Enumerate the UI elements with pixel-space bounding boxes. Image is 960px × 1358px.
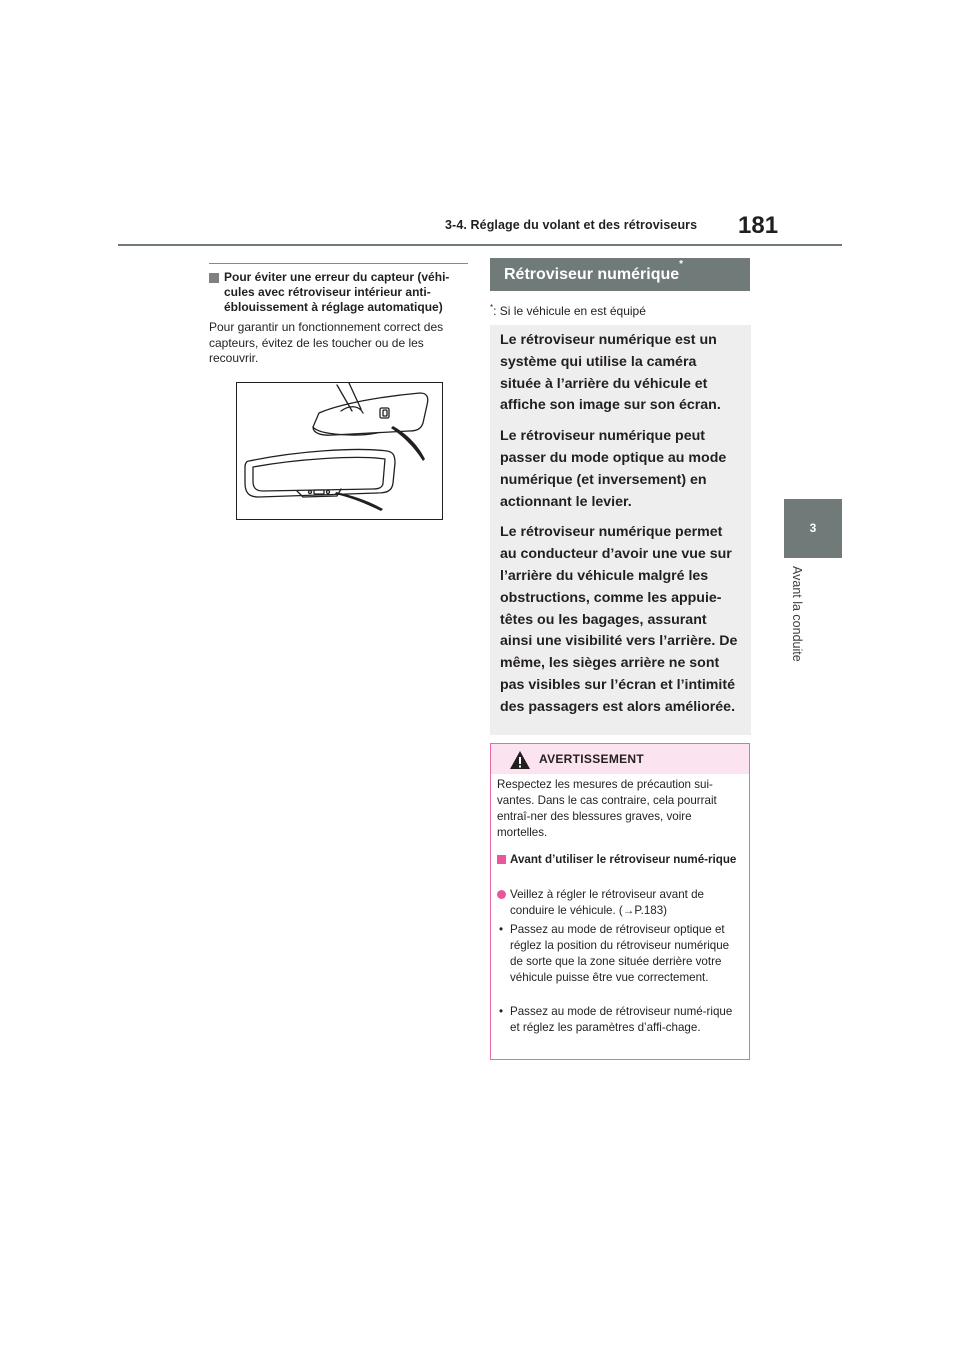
warning-header xyxy=(491,744,749,774)
warning-dot-item xyxy=(497,1004,743,1036)
circle-bullet-icon xyxy=(497,890,506,899)
page-number: 181 xyxy=(738,212,779,239)
warning-subheading-text: Avant d’utiliser le rétroviseur numé-rique xyxy=(510,853,737,866)
arrow-lower xyxy=(335,492,383,511)
section-title: Rétroviseur numérique xyxy=(504,266,680,283)
upper-mirror-body xyxy=(313,393,428,435)
left-heading-rule xyxy=(209,263,468,264)
summary-paragraph: Le rétroviseur numérique peut passer du mode optique au mode numérique (et inversement) en actionnant le levier. xyxy=(500,428,727,510)
warning-title: AVERTISSEMENT xyxy=(539,752,645,766)
footnote-text: : Si le véhicule en est équipé xyxy=(493,304,646,318)
summary-paragraph: Le rétroviseur numérique est un système qui utilise la caméra située à l’arrière du véhicule et affiche son image sur son écran. xyxy=(500,332,721,414)
warning-dot-item xyxy=(497,922,743,986)
dot-marker: • xyxy=(499,1005,504,1018)
warning-box xyxy=(490,743,750,1060)
title-asterisk: * xyxy=(679,259,684,270)
chapter-label-text: Avant la conduite xyxy=(790,566,804,662)
dot-marker: • xyxy=(499,923,504,936)
summary-box xyxy=(490,325,751,735)
warning-bullet xyxy=(497,887,743,919)
lower-mirror-glass xyxy=(253,457,385,491)
summary-paragraph: Le rétroviseur numérique permet au conducteur d’avoir une vue sur l’arrière du véhicule malgré les obstructions, comme les appuie-têtes ou les bagages, assurant ainsi une visibilité vers l’arrière. De même, les sièges arrière ne sont pas visibles sur l’écran et l’intimité des passagers est alors améliorée. xyxy=(500,524,738,715)
warning-triangle-icon xyxy=(509,750,531,770)
chapter-label xyxy=(786,566,810,686)
lower-mirror-lever xyxy=(314,490,324,494)
mirror-illustration-svg xyxy=(237,383,442,519)
chapter-tab: 3 xyxy=(784,499,842,558)
square-bullet-icon xyxy=(497,855,506,864)
left-body-text: Pour garantir un fonctionnement correct des capteurs, évitez de les toucher ou de les recouvrir. xyxy=(209,320,444,365)
warning-bullet-text: Veillez à régler le rétroviseur avant de conduire le véhicule. (→P.183) xyxy=(510,888,704,917)
footnote xyxy=(490,303,646,318)
warning-dot-text: Passez au mode de rétroviseur optique et réglez la position du rétroviseur numérique de sorte que la zone située derrière votre véhicule puisse être vue correctement. xyxy=(510,923,730,984)
left-heading-text: Pour éviter une erreur du capteur (véhi-cules avec rétroviseur intérieur anti-éblouissement à réglage automatique) xyxy=(224,270,450,314)
running-header: 3-4. Réglage du volant et des rétroviseurs xyxy=(445,218,698,232)
square-bullet-icon xyxy=(209,273,219,283)
mirror-illustration xyxy=(236,382,443,520)
section-title-bar xyxy=(490,258,750,291)
warning-intro: Respectez les mesures de précaution sui-vantes. Dans le cas contraire, cela pourrait entraî-ner des blessures graves, voire mortelles. xyxy=(497,778,717,839)
left-heading xyxy=(209,270,471,315)
warning-subheading xyxy=(497,852,743,868)
footnote-marker: * xyxy=(490,303,494,312)
warning-dot-text: Passez au mode de rétroviseur numé-rique et réglez les paramètres d’affi-chage. xyxy=(510,1005,733,1034)
header-divider xyxy=(118,244,842,246)
